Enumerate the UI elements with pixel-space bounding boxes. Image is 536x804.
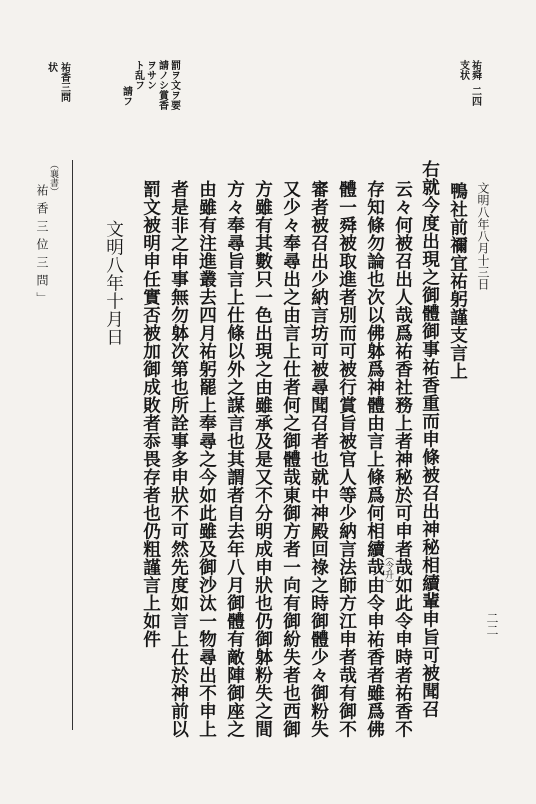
header-text: 問 <box>58 92 70 102</box>
body-line-7: 方雖有其數只一色出現之由雖承及是又不分明成申狀也仍御躰粉失之間 <box>252 180 274 738</box>
header-text: 乱 <box>132 70 144 80</box>
header-text: 賞 <box>156 90 168 100</box>
header-text: 祐舜 <box>469 60 481 80</box>
header-text: 香 <box>58 72 70 82</box>
header-text: シ <box>156 80 168 90</box>
header-text: 請ノ <box>156 60 168 80</box>
date-heading: 文明八年八月十三日 <box>476 182 490 290</box>
margin-rule <box>72 160 73 730</box>
left-annotation-small: （襄書） <box>48 160 58 196</box>
header-text: 三 <box>58 82 70 92</box>
header-note-right-3 <box>469 86 480 106</box>
header-note-left-2 <box>45 62 56 72</box>
body-line-5: 審者被召出少納言坊可被尋聞召者也就中神殿回祿之時御體少々御粉失 <box>308 180 330 738</box>
header-text: フ <box>120 96 132 106</box>
body-line-6: 又少々奉尋出之由言上仕者何之御體哉東御方者一向有御紛失者也西御 <box>280 180 302 738</box>
closing-date: 文明八年十月日 <box>103 220 124 346</box>
header-note-mid-4 <box>132 60 143 90</box>
header-note-left <box>58 62 69 102</box>
header-text: 香 <box>156 100 168 110</box>
header-text: ヲ <box>144 60 156 70</box>
body-line-2: 云々何被召出人哉爲祐香社務上者神秘於可申者哉如此令申時者祐香不 <box>392 180 414 738</box>
header-text: 請 <box>120 86 132 96</box>
body-line-9: 由雖有注進叢去四月祐躬罷上奉尋之今如此雖及御沙汰一物尋出不申上 <box>196 180 218 738</box>
header-note-mid-5 <box>120 86 131 106</box>
header-text: 文ヲ <box>168 80 180 100</box>
body-line-4: 體一舜被取進者別而可被行賞旨被官人等少納言法師方江申者哉有御不 <box>336 180 358 738</box>
header-text: サ <box>144 70 156 80</box>
header-text: 支状 <box>457 60 469 80</box>
left-annotation: 祐香三位三問」 <box>35 184 49 310</box>
header-text: 祐 <box>58 62 70 72</box>
header-note-mid-2 <box>156 60 167 110</box>
header-note-right <box>469 60 480 80</box>
header-text: フ <box>132 80 144 90</box>
header-note-mid-3 <box>144 60 155 90</box>
inline-annotation: （令升） <box>383 552 393 588</box>
document-title: 鴨社前禰宜祐躬謹支言上 <box>447 182 469 380</box>
body-line-1: 右就今度出現之御體御事祐香重而申條被召出神秘相續輩申旨可被聞召 <box>419 160 441 718</box>
header-text: ト <box>132 60 144 70</box>
header-text: 二四 <box>469 86 481 106</box>
body-line-3: 存知條勿論也次以佛躰爲神體由言上條爲何相續哉由令申祐香者雖爲佛 <box>364 180 386 738</box>
header-text: 状 <box>45 62 57 72</box>
header-note-right-2 <box>457 60 468 80</box>
header-text: 要 <box>168 100 180 110</box>
header-text: 罰ヲ <box>168 60 180 80</box>
header-note-mid <box>168 60 179 110</box>
header-text: ン <box>144 80 156 90</box>
body-line-10: 者是非之申事無勿躰次第也所詮事多申狀不可然先度如言上仕於神前以 <box>168 180 190 738</box>
page-number: 二二 <box>485 612 499 636</box>
body-line-11: 罰文被明申任實否被加御成敗者忝畏存者也仍粗謹言上如件 <box>140 180 162 648</box>
body-line-8: 方々奉尋旨言上仕條以外之謀言也其謂者自去年八月御體有敵陣御座之 <box>224 180 246 738</box>
